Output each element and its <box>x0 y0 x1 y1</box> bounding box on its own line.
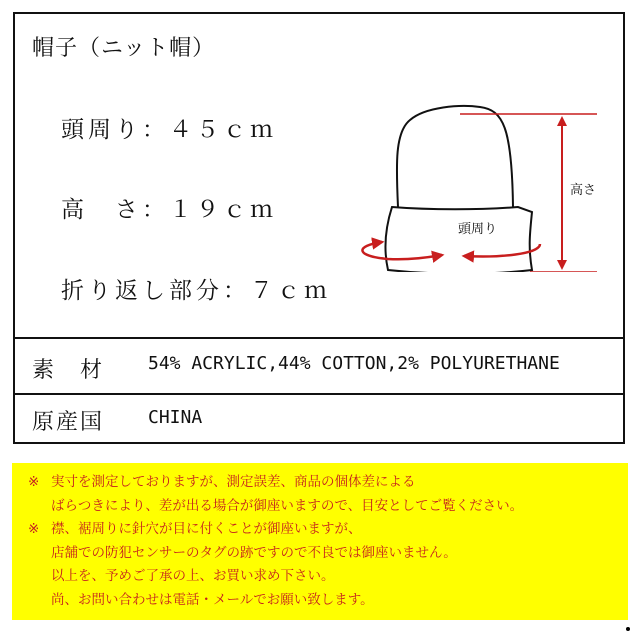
note-text: ばらつきにより、差が出る場合が御座いますので、目安としてご覧ください。 <box>51 497 524 514</box>
beanie-diagram <box>340 92 630 272</box>
material-row <box>15 339 623 395</box>
note-text: 実寸を測定しておりますが、測定誤差、商品の個体差による <box>51 474 416 490</box>
height-label: 高さ <box>570 183 597 198</box>
note-text: 店舗での防犯センサーのタグの跡ですので不良では御座いません。 <box>51 544 457 561</box>
corner-dot <box>626 627 630 631</box>
note-text: 襟、裾周りに針穴が目に付くことが御座いますが、 <box>51 521 362 537</box>
notice-line <box>12 471 628 495</box>
measurement-fold-part: 折り返し部分：７ｃｍ <box>61 278 331 304</box>
notice-line <box>12 518 628 542</box>
measurement-height: 高 さ：１９ｃｍ <box>61 197 277 223</box>
note-mark: ※ <box>28 474 40 490</box>
product-title: 帽子（ニット帽） <box>32 36 216 61</box>
measurement-head-circumference: 頭周り：４５ｃｍ <box>61 117 277 143</box>
material-value: 54% ACRYLIC,44% COTTON,2% POLYURETHANE <box>148 353 560 374</box>
note-text: 尚、お問い合わせは電話・メールでお願い致します。 <box>51 591 374 608</box>
note-mark: ※ <box>28 521 40 537</box>
circumference-arrow-left <box>362 242 442 259</box>
notice-line <box>12 542 628 566</box>
spec-table <box>13 12 625 444</box>
circumference-label: 頭周り <box>458 222 498 237</box>
circumference-arrow-right <box>464 244 540 257</box>
note-text: 以上を、予めご了承の上、お買い求め下さい。 <box>51 568 335 584</box>
origin-value: CHINA <box>148 407 203 428</box>
beanie-cuff-outline <box>385 207 532 272</box>
spec-main-section <box>15 14 623 339</box>
notice-line <box>12 589 628 613</box>
notice-line <box>12 495 628 519</box>
origin-label: 原産国 <box>32 410 105 435</box>
notice-box <box>12 463 628 620</box>
beanie-crown-outline <box>397 106 513 207</box>
material-label: 素 材 <box>32 358 105 383</box>
notice-line <box>12 565 628 589</box>
origin-row <box>15 395 623 444</box>
